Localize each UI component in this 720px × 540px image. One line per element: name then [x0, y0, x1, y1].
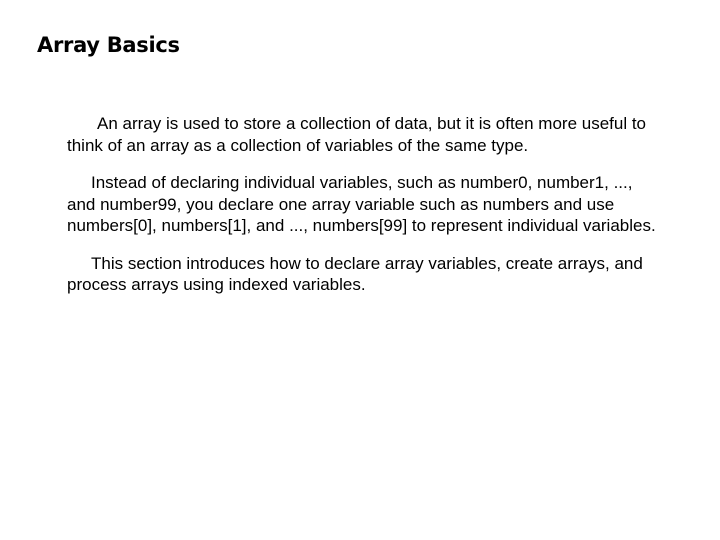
paragraph-section-intro: This section introduces how to declare array variables, create arrays, and process arrays using indexed variables. [67, 253, 643, 294]
paragraph-array-definition: An array is used to store a collection of data, but it is often more useful to think of an array as a collection of variables of the same type. [67, 114, 647, 155]
paragraph-declaring-arrays: Instead of declaring individual variables, such as number0, number1, ..., and number99, you declare one array variable such as numbers and use numbers[0], numbers[1], and ..., numbers[99] to represent individual variables. [67, 173, 656, 235]
slide-title: Array Basics [37, 33, 180, 57]
slide-body [67, 113, 657, 296]
